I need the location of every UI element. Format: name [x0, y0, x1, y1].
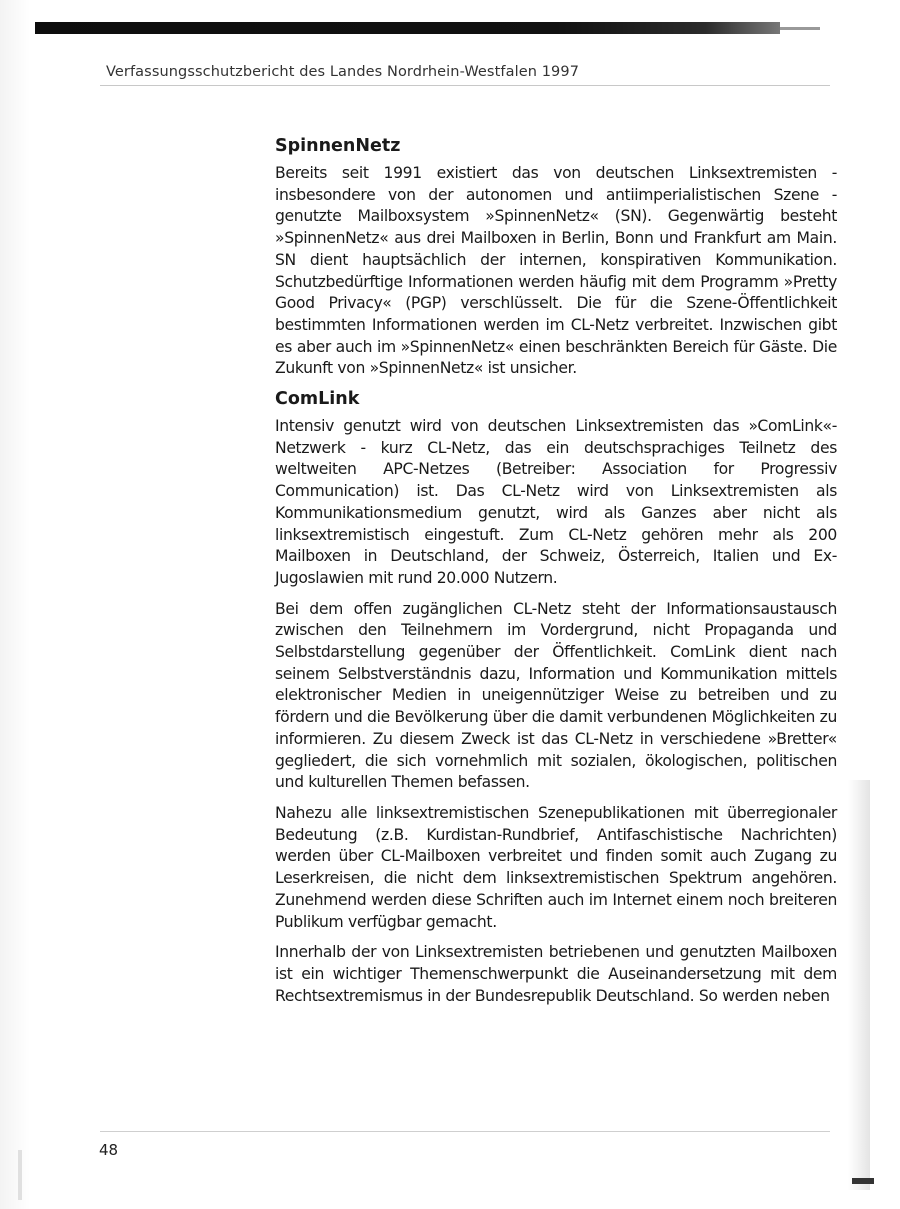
paragraph: Nahezu alle linksextremistischen Szenepublikationen mit überregionaler Bedeutung (z.B. Kurdistan-Rundbrief, Antifaschistische Nachrichten) werden über CL-Mailboxen verbreitet und finden somit auch Zugang zu Leserkreisen, die nicht dem linksextremistischen Spektrum angehören. Zunehmend werden diese Schriften auch im Internet einem noch breiteren Publikum verfügbar gemacht.	[275, 803, 837, 931]
header-rule	[100, 85, 830, 86]
page-number: 48	[99, 1141, 119, 1159]
paragraph: Bei dem offen zugänglichen CL-Netz steht der Informationsaustausch zwischen den Teilnehmern im Vordergrund, nicht Propaganda und Selbstdarstellung gegenüber der Öffentlichkeit. ComLink dient nach seinem Selbstverständnis dazu, Information und Kommunikation mittels elektronischer Medien in uneigennütziger Weise zu betreiben und zu fördern und die Bevölkerung über die damit verbundenen Möglichkeiten zu informieren. Zu diesem Zweck ist das CL-Netz in verschiedene »Bretter« gegliedert, die sich vornehmlich mit sozialen, ökologischen, politischen und kulturellen Themen befassen.	[275, 599, 837, 792]
section-spinnennetz	[275, 136, 837, 380]
gutter-mark	[18, 1150, 22, 1200]
section-comlink	[275, 389, 837, 1007]
header-bar-tail	[780, 27, 820, 30]
section-heading: ComLink	[275, 389, 360, 410]
paragraph: Innerhalb der von Linksextremisten betriebenen und genutzten Mailboxen ist ein wichtiger Themenschwerpunkt die Auseinandersetzung mit dem Rechtsextremismus in der Bundesrepublik Deutschland. So werden neben	[275, 943, 837, 1005]
page-gutter-shadow	[0, 0, 30, 1209]
running-header: Verfassungsschutzbericht des Landes Nordrhein-Westfalen 1997	[106, 64, 580, 80]
section-heading: SpinnenNetz	[275, 136, 401, 156]
paragraph: Bereits seit 1991 existiert das von deutschen Linksextremisten - insbesondere von der autonomen und antiimperialistischen Szene - genutzte Mailboxsystem »SpinnenNetz« (SN). Gegenwärtig besteht »SpinnenNetz« aus drei Mailboxen in Berlin, Bonn und Frankfurt am Main. SN dient hauptsächlich der internen, konspirativen Kommunikation. Schutzbedürftige Informationen werden häufig mit dem Programm »Pretty Good Privacy« (PGP) verschlüsselt. Die für die Szene-Öffentlichkeit bestimmten Informationen werden im CL-Netz verbreitet. Inzwischen gibt es aber auch im »SpinnenNetz« einen beschränkten Bereich für Gäste. Die Zukunft von »SpinnenNetz« ist unsicher.	[275, 164, 837, 378]
page-edge-mark	[852, 1178, 874, 1184]
footer-rule	[100, 1131, 830, 1132]
paragraph: Intensiv genutzt wird von deutschen Linksextremisten das »ComLink«-Netzwerk - kurz CL-Netz, das ein deutschsprachiges Teilnetz des weltweiten APC-Netzes (Betreiber: Association for Progressiv Communication) ist. Das CL-Netz wird von Linksextremisten als Kommunikationsmedium genutzt, wird als Ganzes aber nicht als linksextremistisch eingestuft. Zum CL-Netz gehören mehr als 200 Mailboxen in Deutschland, der Schweiz, Österreich, Italien und Ex-Jugoslawien mit rund 20.000 Nutzern.	[275, 417, 837, 587]
header-bar	[35, 22, 780, 34]
page-edge-shadow	[848, 780, 870, 1190]
page-body	[275, 136, 837, 1016]
